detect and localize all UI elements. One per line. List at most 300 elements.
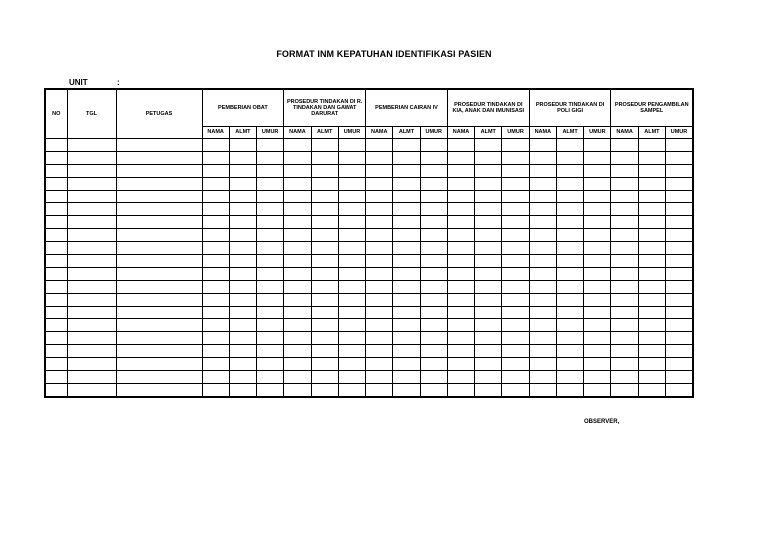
table-cell[interactable]	[45, 319, 67, 332]
table-cell[interactable]	[284, 139, 311, 152]
table-cell[interactable]	[338, 255, 365, 268]
table-cell[interactable]	[638, 267, 665, 280]
table-cell[interactable]	[475, 319, 502, 332]
table-cell[interactable]	[447, 177, 474, 190]
table-cell[interactable]	[311, 280, 338, 293]
table-cell[interactable]	[638, 371, 665, 384]
table-cell[interactable]	[202, 383, 229, 396]
table-cell[interactable]	[529, 383, 556, 396]
table-cell[interactable]	[611, 358, 638, 371]
table-cell[interactable]	[366, 151, 393, 164]
table-cell[interactable]	[284, 177, 311, 190]
table-cell[interactable]	[67, 371, 116, 384]
table-cell[interactable]	[611, 203, 638, 216]
table-cell[interactable]	[311, 177, 338, 190]
table-cell[interactable]	[202, 371, 229, 384]
table-cell[interactable]	[638, 345, 665, 358]
table-cell[interactable]	[611, 371, 638, 384]
table-cell[interactable]	[529, 203, 556, 216]
table-cell[interactable]	[584, 203, 611, 216]
table-cell[interactable]	[556, 242, 583, 255]
table-cell[interactable]	[45, 229, 67, 242]
table-cell[interactable]	[666, 306, 693, 319]
table-cell[interactable]	[666, 293, 693, 306]
table-cell[interactable]	[284, 293, 311, 306]
table-cell[interactable]	[67, 332, 116, 345]
table-cell[interactable]	[666, 139, 693, 152]
table-cell[interactable]	[447, 280, 474, 293]
table-cell[interactable]	[584, 177, 611, 190]
table-cell[interactable]	[420, 267, 447, 280]
table-cell[interactable]	[229, 242, 256, 255]
table-cell[interactable]	[584, 164, 611, 177]
table-cell[interactable]	[393, 306, 420, 319]
table-cell[interactable]	[556, 267, 583, 280]
table-cell[interactable]	[584, 319, 611, 332]
table-cell[interactable]	[502, 255, 529, 268]
table-cell[interactable]	[447, 267, 474, 280]
table-cell[interactable]	[45, 332, 67, 345]
table-cell[interactable]	[447, 383, 474, 396]
table-cell[interactable]	[45, 164, 67, 177]
table-cell[interactable]	[447, 242, 474, 255]
table-cell[interactable]	[229, 371, 256, 384]
table-cell[interactable]	[475, 267, 502, 280]
table-cell[interactable]	[311, 242, 338, 255]
table-cell[interactable]	[666, 267, 693, 280]
table-cell[interactable]	[116, 293, 202, 306]
table-cell[interactable]	[202, 345, 229, 358]
table-cell[interactable]	[229, 177, 256, 190]
table-cell[interactable]	[502, 319, 529, 332]
table-cell[interactable]	[116, 267, 202, 280]
table-cell[interactable]	[45, 383, 67, 396]
table-cell[interactable]	[393, 358, 420, 371]
table-cell[interactable]	[529, 267, 556, 280]
table-cell[interactable]	[284, 358, 311, 371]
table-cell[interactable]	[502, 345, 529, 358]
table-cell[interactable]	[202, 229, 229, 242]
table-cell[interactable]	[393, 151, 420, 164]
table-cell[interactable]	[366, 293, 393, 306]
table-cell[interactable]	[393, 255, 420, 268]
table-cell[interactable]	[666, 332, 693, 345]
table-cell[interactable]	[116, 190, 202, 203]
table-cell[interactable]	[257, 306, 284, 319]
table-cell[interactable]	[447, 371, 474, 384]
table-cell[interactable]	[529, 371, 556, 384]
table-cell[interactable]	[420, 358, 447, 371]
table-cell[interactable]	[338, 216, 365, 229]
table-cell[interactable]	[475, 242, 502, 255]
table-cell[interactable]	[475, 164, 502, 177]
table-cell[interactable]	[67, 293, 116, 306]
table-cell[interactable]	[202, 306, 229, 319]
table-cell[interactable]	[311, 293, 338, 306]
table-cell[interactable]	[502, 203, 529, 216]
table-cell[interactable]	[529, 358, 556, 371]
table-cell[interactable]	[229, 216, 256, 229]
table-cell[interactable]	[447, 332, 474, 345]
table-cell[interactable]	[447, 319, 474, 332]
table-cell[interactable]	[638, 280, 665, 293]
table-cell[interactable]	[666, 151, 693, 164]
table-cell[interactable]	[584, 229, 611, 242]
table-cell[interactable]	[611, 319, 638, 332]
table-cell[interactable]	[502, 332, 529, 345]
table-cell[interactable]	[229, 319, 256, 332]
table-cell[interactable]	[638, 319, 665, 332]
table-cell[interactable]	[45, 358, 67, 371]
table-cell[interactable]	[257, 164, 284, 177]
table-cell[interactable]	[447, 306, 474, 319]
table-cell[interactable]	[116, 139, 202, 152]
table-cell[interactable]	[393, 190, 420, 203]
table-cell[interactable]	[502, 358, 529, 371]
table-cell[interactable]	[502, 306, 529, 319]
table-cell[interactable]	[202, 190, 229, 203]
table-cell[interactable]	[116, 358, 202, 371]
table-cell[interactable]	[67, 383, 116, 396]
table-cell[interactable]	[116, 345, 202, 358]
table-cell[interactable]	[67, 358, 116, 371]
table-cell[interactable]	[475, 383, 502, 396]
table-cell[interactable]	[229, 139, 256, 152]
table-cell[interactable]	[393, 267, 420, 280]
table-cell[interactable]	[67, 190, 116, 203]
table-cell[interactable]	[393, 280, 420, 293]
table-cell[interactable]	[638, 177, 665, 190]
table-cell[interactable]	[229, 383, 256, 396]
table-cell[interactable]	[257, 267, 284, 280]
table-cell[interactable]	[338, 332, 365, 345]
table-cell[interactable]	[556, 345, 583, 358]
table-cell[interactable]	[447, 255, 474, 268]
table-cell[interactable]	[475, 139, 502, 152]
table-cell[interactable]	[556, 332, 583, 345]
table-cell[interactable]	[529, 190, 556, 203]
table-cell[interactable]	[393, 345, 420, 358]
table-cell[interactable]	[611, 306, 638, 319]
table-cell[interactable]	[584, 293, 611, 306]
table-cell[interactable]	[420, 306, 447, 319]
table-cell[interactable]	[229, 306, 256, 319]
table-cell[interactable]	[475, 293, 502, 306]
table-cell[interactable]	[638, 306, 665, 319]
table-cell[interactable]	[638, 383, 665, 396]
table-cell[interactable]	[257, 203, 284, 216]
table-cell[interactable]	[366, 203, 393, 216]
table-cell[interactable]	[420, 177, 447, 190]
table-cell[interactable]	[338, 358, 365, 371]
table-cell[interactable]	[556, 319, 583, 332]
table-cell[interactable]	[420, 216, 447, 229]
table-cell[interactable]	[475, 280, 502, 293]
table-cell[interactable]	[229, 255, 256, 268]
table-cell[interactable]	[584, 306, 611, 319]
table-cell[interactable]	[202, 358, 229, 371]
table-cell[interactable]	[338, 177, 365, 190]
table-cell[interactable]	[366, 371, 393, 384]
table-cell[interactable]	[311, 190, 338, 203]
table-cell[interactable]	[447, 190, 474, 203]
table-cell[interactable]	[202, 203, 229, 216]
table-cell[interactable]	[529, 345, 556, 358]
table-cell[interactable]	[584, 242, 611, 255]
table-cell[interactable]	[366, 319, 393, 332]
table-cell[interactable]	[420, 332, 447, 345]
table-cell[interactable]	[393, 139, 420, 152]
table-cell[interactable]	[338, 190, 365, 203]
table-cell[interactable]	[638, 164, 665, 177]
table-cell[interactable]	[393, 229, 420, 242]
table-cell[interactable]	[202, 242, 229, 255]
table-cell[interactable]	[502, 216, 529, 229]
table-cell[interactable]	[116, 332, 202, 345]
table-cell[interactable]	[475, 255, 502, 268]
table-cell[interactable]	[257, 255, 284, 268]
table-cell[interactable]	[556, 358, 583, 371]
table-cell[interactable]	[529, 229, 556, 242]
table-cell[interactable]	[116, 242, 202, 255]
table-cell[interactable]	[229, 203, 256, 216]
table-cell[interactable]	[529, 139, 556, 152]
table-cell[interactable]	[611, 267, 638, 280]
table-cell[interactable]	[116, 151, 202, 164]
table-cell[interactable]	[67, 306, 116, 319]
table-cell[interactable]	[475, 358, 502, 371]
table-cell[interactable]	[202, 280, 229, 293]
table-cell[interactable]	[284, 255, 311, 268]
table-cell[interactable]	[556, 216, 583, 229]
table-cell[interactable]	[366, 177, 393, 190]
table-cell[interactable]	[447, 358, 474, 371]
table-cell[interactable]	[311, 319, 338, 332]
table-cell[interactable]	[45, 267, 67, 280]
table-cell[interactable]	[45, 203, 67, 216]
table-cell[interactable]	[67, 229, 116, 242]
table-cell[interactable]	[584, 139, 611, 152]
table-cell[interactable]	[502, 139, 529, 152]
table-cell[interactable]	[311, 332, 338, 345]
table-cell[interactable]	[229, 267, 256, 280]
table-cell[interactable]	[338, 280, 365, 293]
table-cell[interactable]	[666, 229, 693, 242]
table-cell[interactable]	[666, 177, 693, 190]
table-cell[interactable]	[393, 203, 420, 216]
table-cell[interactable]	[116, 280, 202, 293]
table-cell[interactable]	[638, 229, 665, 242]
table-cell[interactable]	[502, 229, 529, 242]
table-cell[interactable]	[393, 242, 420, 255]
table-cell[interactable]	[584, 345, 611, 358]
table-cell[interactable]	[45, 242, 67, 255]
table-cell[interactable]	[311, 383, 338, 396]
table-cell[interactable]	[529, 319, 556, 332]
table-cell[interactable]	[611, 293, 638, 306]
table-cell[interactable]	[584, 358, 611, 371]
table-cell[interactable]	[229, 164, 256, 177]
table-cell[interactable]	[45, 306, 67, 319]
table-cell[interactable]	[475, 151, 502, 164]
table-cell[interactable]	[584, 151, 611, 164]
table-cell[interactable]	[202, 151, 229, 164]
table-cell[interactable]	[311, 229, 338, 242]
table-cell[interactable]	[584, 371, 611, 384]
table-cell[interactable]	[284, 319, 311, 332]
table-cell[interactable]	[611, 383, 638, 396]
table-cell[interactable]	[116, 229, 202, 242]
table-cell[interactable]	[666, 216, 693, 229]
table-cell[interactable]	[666, 345, 693, 358]
table-cell[interactable]	[666, 203, 693, 216]
table-cell[interactable]	[202, 164, 229, 177]
table-cell[interactable]	[584, 267, 611, 280]
table-cell[interactable]	[116, 383, 202, 396]
table-cell[interactable]	[611, 164, 638, 177]
table-cell[interactable]	[556, 177, 583, 190]
table-cell[interactable]	[257, 216, 284, 229]
table-cell[interactable]	[284, 203, 311, 216]
table-cell[interactable]	[338, 371, 365, 384]
table-cell[interactable]	[584, 216, 611, 229]
table-cell[interactable]	[311, 203, 338, 216]
table-cell[interactable]	[366, 255, 393, 268]
table-cell[interactable]	[584, 190, 611, 203]
table-cell[interactable]	[45, 371, 67, 384]
table-cell[interactable]	[475, 203, 502, 216]
table-cell[interactable]	[611, 242, 638, 255]
table-cell[interactable]	[556, 151, 583, 164]
table-cell[interactable]	[202, 293, 229, 306]
table-cell[interactable]	[584, 280, 611, 293]
table-cell[interactable]	[257, 293, 284, 306]
table-cell[interactable]	[67, 151, 116, 164]
table-cell[interactable]	[529, 216, 556, 229]
table-cell[interactable]	[202, 267, 229, 280]
table-cell[interactable]	[447, 293, 474, 306]
table-cell[interactable]	[338, 139, 365, 152]
table-cell[interactable]	[338, 383, 365, 396]
table-cell[interactable]	[311, 255, 338, 268]
table-cell[interactable]	[338, 306, 365, 319]
table-cell[interactable]	[420, 190, 447, 203]
table-cell[interactable]	[611, 345, 638, 358]
table-cell[interactable]	[366, 345, 393, 358]
table-cell[interactable]	[338, 151, 365, 164]
table-cell[interactable]	[584, 255, 611, 268]
table-cell[interactable]	[584, 383, 611, 396]
table-cell[interactable]	[284, 190, 311, 203]
table-cell[interactable]	[45, 255, 67, 268]
table-cell[interactable]	[420, 280, 447, 293]
table-cell[interactable]	[284, 164, 311, 177]
table-cell[interactable]	[284, 306, 311, 319]
table-cell[interactable]	[393, 371, 420, 384]
table-cell[interactable]	[366, 332, 393, 345]
table-cell[interactable]	[116, 306, 202, 319]
table-cell[interactable]	[420, 319, 447, 332]
table-cell[interactable]	[202, 332, 229, 345]
table-cell[interactable]	[311, 216, 338, 229]
table-cell[interactable]	[116, 216, 202, 229]
table-cell[interactable]	[556, 164, 583, 177]
table-cell[interactable]	[116, 164, 202, 177]
table-cell[interactable]	[311, 151, 338, 164]
table-cell[interactable]	[338, 242, 365, 255]
table-cell[interactable]	[556, 371, 583, 384]
table-cell[interactable]	[116, 371, 202, 384]
table-cell[interactable]	[502, 267, 529, 280]
table-cell[interactable]	[611, 216, 638, 229]
table-cell[interactable]	[556, 280, 583, 293]
table-cell[interactable]	[475, 306, 502, 319]
table-cell[interactable]	[67, 164, 116, 177]
table-cell[interactable]	[45, 139, 67, 152]
table-cell[interactable]	[475, 371, 502, 384]
table-cell[interactable]	[257, 190, 284, 203]
table-cell[interactable]	[284, 332, 311, 345]
table-cell[interactable]	[666, 358, 693, 371]
table-cell[interactable]	[257, 319, 284, 332]
table-cell[interactable]	[284, 383, 311, 396]
table-cell[interactable]	[257, 139, 284, 152]
table-cell[interactable]	[257, 383, 284, 396]
table-cell[interactable]	[45, 345, 67, 358]
table-cell[interactable]	[556, 293, 583, 306]
table-cell[interactable]	[420, 383, 447, 396]
table-cell[interactable]	[502, 190, 529, 203]
table-cell[interactable]	[420, 345, 447, 358]
table-cell[interactable]	[529, 280, 556, 293]
table-cell[interactable]	[611, 255, 638, 268]
table-cell[interactable]	[420, 242, 447, 255]
table-cell[interactable]	[502, 242, 529, 255]
table-cell[interactable]	[116, 203, 202, 216]
table-cell[interactable]	[502, 383, 529, 396]
table-cell[interactable]	[666, 190, 693, 203]
table-cell[interactable]	[67, 216, 116, 229]
table-cell[interactable]	[666, 319, 693, 332]
table-cell[interactable]	[502, 293, 529, 306]
table-cell[interactable]	[666, 383, 693, 396]
table-cell[interactable]	[556, 306, 583, 319]
table-cell[interactable]	[502, 371, 529, 384]
table-cell[interactable]	[556, 139, 583, 152]
table-cell[interactable]	[284, 216, 311, 229]
table-cell[interactable]	[475, 332, 502, 345]
table-cell[interactable]	[338, 203, 365, 216]
table-cell[interactable]	[284, 267, 311, 280]
table-cell[interactable]	[502, 177, 529, 190]
table-cell[interactable]	[67, 280, 116, 293]
table-cell[interactable]	[366, 190, 393, 203]
table-cell[interactable]	[447, 151, 474, 164]
table-cell[interactable]	[202, 177, 229, 190]
table-cell[interactable]	[45, 280, 67, 293]
table-cell[interactable]	[116, 255, 202, 268]
table-cell[interactable]	[229, 190, 256, 203]
table-cell[interactable]	[257, 332, 284, 345]
table-cell[interactable]	[638, 358, 665, 371]
table-cell[interactable]	[366, 139, 393, 152]
table-cell[interactable]	[67, 139, 116, 152]
table-cell[interactable]	[556, 229, 583, 242]
table-cell[interactable]	[638, 203, 665, 216]
table-cell[interactable]	[311, 358, 338, 371]
table-cell[interactable]	[393, 332, 420, 345]
table-cell[interactable]	[45, 216, 67, 229]
